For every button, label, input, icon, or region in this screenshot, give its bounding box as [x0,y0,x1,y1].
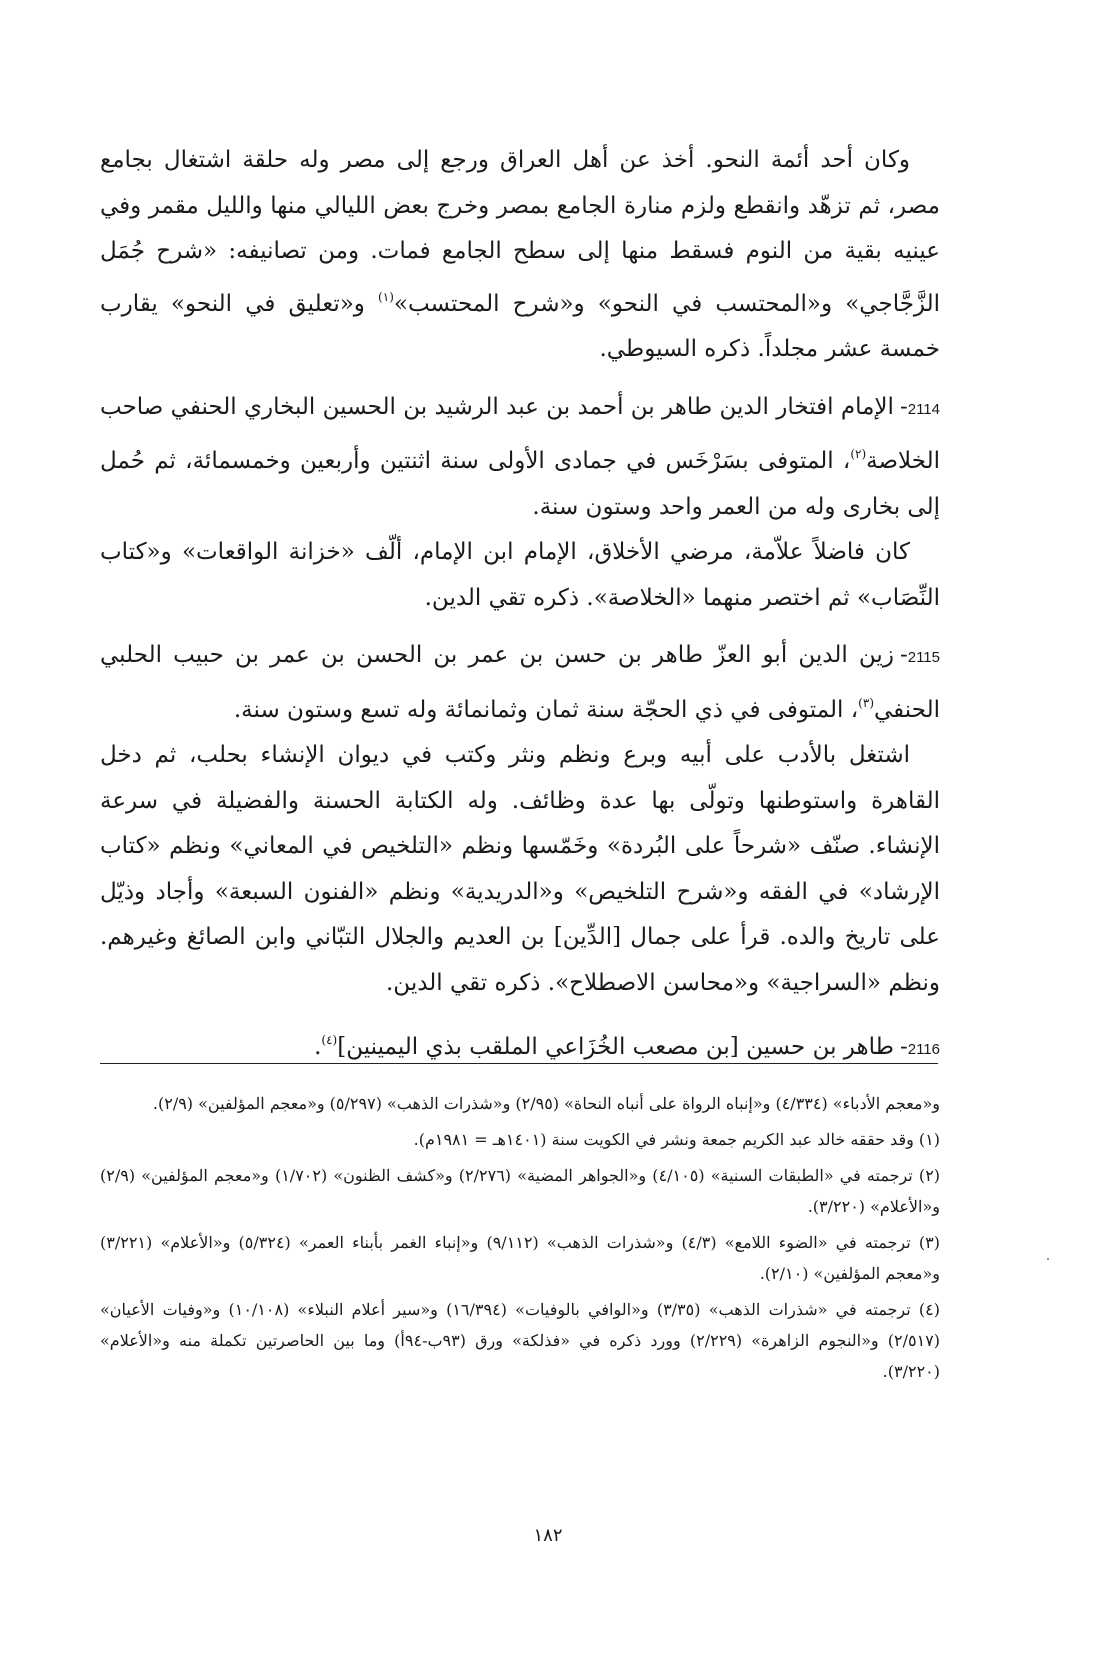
page-number: ١٨٢ [533,1525,563,1546]
footnote-ref[interactable]: (٢) [850,447,867,461]
entry-body: اشتغل بالأدب على أبيه وبرع ونظم ونثر وكتب في ديوان الإنشاء بحلب، ثم دخل القاهرة واستوطنها وتولّى بها عدة وظائف. وله الكتابة الحسنة والفضيلة في سرعة الإنشاء. صنّف «شرحاً على البُردة» وخَمّسها ونظم «التلخيص في المعاني» ونظم «كتاب الإرشاد» في الفقه و«شرح التلخيص» و«الدريدية» ونظم «الفنون السبعة» وأجاد وذيّل على تاريخ والده. قرأ على جمال [الدِّين] بن العديم والجلال التبّاني وابن الصائغ وغيرهم. ونظم «السراجية» و«محاسن الاصطلاح». ذكره تقي الدين. [100,742,940,996]
footnote-ref[interactable]: (٣) [858,695,874,710]
entry-heading: 2116-طاهر بن حسين [بن مصعب الخُزَاعي الملقب بذي اليمينين]$^{(٤)}$. [100,1018,940,1073]
entry-2116 [100,1018,940,1073]
main-text [100,138,940,1073]
footnote-4: (٤) ترجمته في «شذرات الذهب» (٣/٣٥) و«الوافي بالوفيات» (١٦/٣٩٤) و«سير أعلام النبلاء» (١٠/١٠٨) و«وفيات الأعيان» (٢/٥١٧) و«النجوم الزاهرة» (٢/٢٢٩) وورد ذكره في «فذلكة» ورق (٩٣ب-٩٤أ) وما بين الحاصرتين تكملة منه و«الأعلام» (٣/٢٢٠). [100,1300,941,1381]
intro-paragraph: وكان أحد أئمة النحو. أخذ عن أهل العراق ورجع إلى مصر وله حلقة اشتغال بجامع مصر، ثم تزهّد وانقطع ولزم منارة الجامع بمصر وخرج بعض الليالي منها والليل مقمر وفي عينيه بقية من النوم فسقط منها إلى سطح الجامع فمات. ومن تصانيفه: «شرح جُمَل الزَّجَّاجي» و«المحتسب في النحو» و«شرح المحتسب»$^{(١)}$ و«تعليق في النحو» يقارب خمسة عشر مجلداً. ذكره السيوطي. [100,147,941,362]
footnote-separator [100,1063,938,1064]
footnote-3: (٣) ترجمته في «الضوء اللامع» (٤/٣) و«شذرات الذهب» (٩/١١٢) و«إنباء الغمر بأبناء العمر» (٥/٣٢٤) و«الأعلام» (٣/٢٢١) و«معجم المؤلفين» (٢/١٠). [100,1233,940,1283]
entry-number: 2116 [907,1041,940,1058]
entry-2115 [100,633,940,1006]
footnote-2: (٢) ترجمته في «الطبقات السنية» (٤/١٠٥) و«الجواهر المضية» (٢/٢٧٦) و«كشف الظنون» (١/٧٠٢) و«معجم المؤلفين» (٢/٩) و«الأعلام» (٣/٢٢٠). [100,1166,941,1216]
entry-number: 2115 [907,649,940,666]
entry-heading: 2114-الإمام افتخار الدين طاهر بن أحمد بن عبد الرشيد بن الحسين البخاري الحنفي صاحب الخلاصة$^{(٢)}$، المتوفى بسَرْخَس في جمادى الأولى سنة اثنتين وأربعين وخمسمائة، ثم حُمل إلى بخارى وله من العمر واحد وستون سنة. [100,385,940,531]
footnote-continuation: و«معجم الأدباء» (٤/٣٣٤) و«إنباه الرواة على أنباه النحاة» (٢/٩٥) و«شذرات الذهب» (٥/٢٩٧) و«معجم المؤلفين» (٢/٩). [152,1094,940,1113]
footnote-1: (١) وقد حققه خالد عبد الكريم جمعة ونشر في الكويت سنة (١٤٠١هـ = ١٩٨١م). [413,1130,940,1149]
entry-heading: 2115-زين الدين أبو العزّ طاهر بن حسن بن عمر بن الحسن بن عمر بن حبيب الحلبي الحنفي$^{(٣)}$، المتوفى في ذي الحجّة سنة ثمان وثمانمائة وله تسع وستون سنة. [100,633,940,733]
entry-body: كان فاضلاً علاّمة، مرضي الأخلاق، الإمام ابن الإمام، ألّف «خزانة الواقعات» و«كتاب النِّصَاب» ثم اختصر منهما «الخلاصة». ذكره تقي الدين. [100,539,940,611]
entry-number: 2114 [907,400,940,418]
scan-speck [1047,1258,1049,1260]
entry-2114 [100,385,940,622]
footnote-ref[interactable]: (٤) [321,1033,338,1047]
footnote-ref[interactable]: (١) [378,289,394,304]
footnotes [100,1088,940,1392]
